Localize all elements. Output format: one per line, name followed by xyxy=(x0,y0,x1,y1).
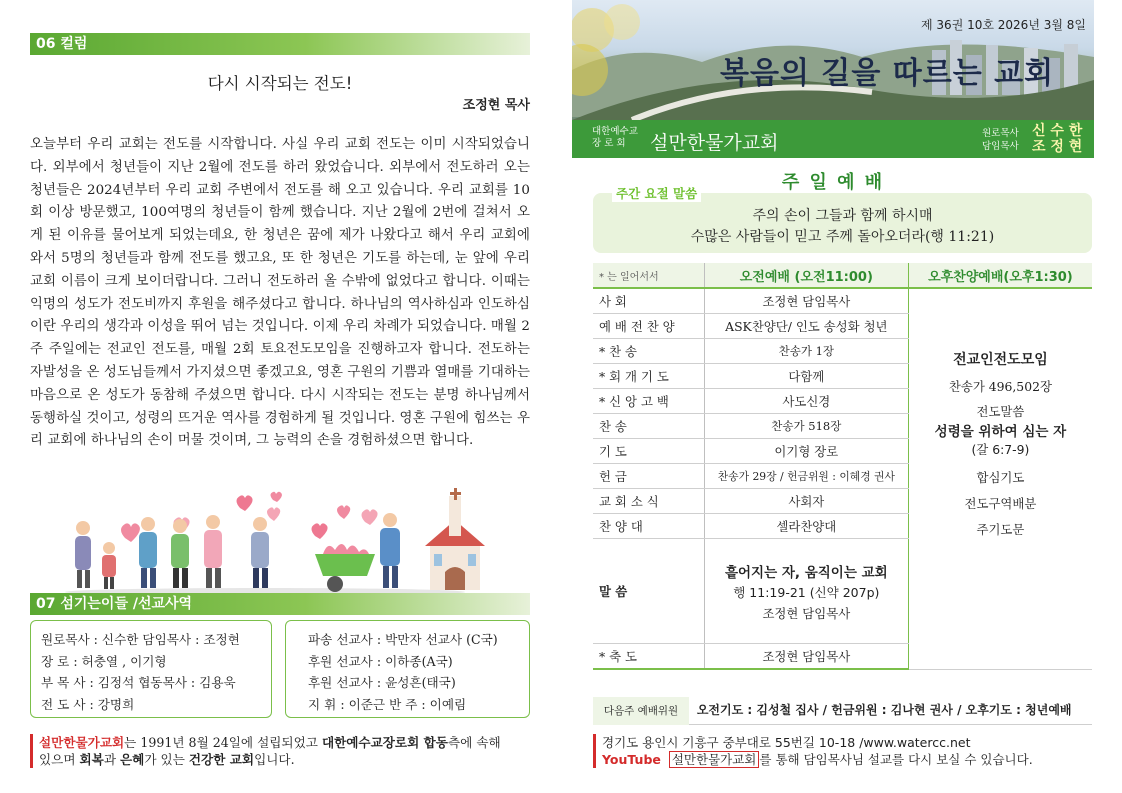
column-body: 오늘부터 우리 교회는 전도를 시작합니다. 사실 우리 교회 전도는 이미 시작되었습니다. 외부에서 청년들이 지난 2월에 전도를 하러 왔었습니다. 외부에서 전도하러 오는 청년들은 2024년부터 우리 교회 주변에서 전도를 해 오고 있습니다. 우리 교회를 10회 이상 방문했고, 100여명의 청년들이 함께 했습니다. 지난 2월에 2번에 걸쳐서 오게 된 이유를 물어보게 되었는데요, 한 청년은 꿈에 제가 나왔다고 해서 우리 교회에 와서 5명의 청년들과 함께 전도를 했고요, 또 한 청년은 기도를 하는데, 눈 앞에 우리 교회 이름이 크게 보이더랍니다. 그러니 전도하러 올 수밖에 없었다고 합니다. 이때는 익명의 성도가 전도비까지 후원을 해주셨다고 합니다. 하나님의 역사하심과 인도하심이란 우리의 생각과 이성을 뛰어 넘는 것입니다. 이제 우리 차례가 되었습니다. 매월 2주 주일에는 전교인 전도를, 매월 2회 토요전도모임을 진행하고자 합니다. 전도하는 자발성을 온 성도님들께서 가지셨으면 좋겠고요, 영혼 구원의 기쁨과 열매를 기대하는 마음으로 온 성도가 동참해 주셨으면 합니다. 다시 시작되는 전도는 분명 하나님께서 동행하실 것이고, 성령의 뜨거운 역사를 경험하게 될 것입니다. 영혼 구원에 힘쓰는 우리 교회에 하나님의 손이 머물 것이며, 그 능력의 손을 경험하셨으면 합니다. xyxy=(30,137,530,449)
order-label: 헌 금 xyxy=(593,464,704,489)
denomination-line: 장 로 회 xyxy=(592,138,626,149)
pastor-title: 담임목사 xyxy=(982,141,1019,152)
afternoon-ref: (갈 6:7-9) xyxy=(971,442,1030,458)
staff-line: 전 도 사 : 강명희 xyxy=(41,696,135,712)
order-label: 찬 송 xyxy=(593,414,704,439)
order-label: 예 배 전 찬 양 xyxy=(593,314,704,339)
afternoon-title: 전교인전도모임 xyxy=(953,352,1048,369)
sermon-preacher: 조정현 담임목사 xyxy=(762,605,851,621)
address-text: 경기도 용인시 기흥구 중부대로 55번길 10-18 /www.watercc.net xyxy=(602,735,971,750)
column-title: 다시 시작되는 전도! xyxy=(207,74,353,93)
issue-info: 제 36권 10호 2026년 3월 8일 xyxy=(921,18,1086,32)
intro-text: 는 1991년 8월 24일에 설립되었고 xyxy=(124,735,322,750)
order-label: * 찬 송 xyxy=(593,339,704,364)
order-label: 사 회 xyxy=(593,288,704,314)
stand-note: * 는 일어서서 xyxy=(593,263,704,288)
next-week-value: 오전기도 : 김성철 집사 / 헌금위원 : 김나현 권사 / 오후기도 : 청년예배 xyxy=(696,703,1072,717)
order-label: 교 회 소 식 xyxy=(593,489,704,514)
denomination-text: 대한예수교장로회 합동 xyxy=(321,735,448,750)
intro-bold: 회복 xyxy=(79,752,104,767)
mission-line: 지 휘 : 이준근 반 주 : 이예림 xyxy=(308,696,467,712)
banner xyxy=(572,0,1094,120)
worship-order-table xyxy=(593,263,1092,670)
afternoon-prayer: 합심기도 xyxy=(976,470,1025,486)
staff-box xyxy=(30,620,272,718)
sunday-service-title: 주 일 예 배 xyxy=(781,172,885,193)
pastor-names xyxy=(1032,123,1082,155)
sermon-title: 흩어지는 자, 움직이는 교회 xyxy=(724,564,888,581)
pastor-titles xyxy=(982,127,1019,153)
intro-text: 있으며 xyxy=(39,752,80,767)
youtube-logo: YouTube xyxy=(602,752,661,767)
pastor-name: 신 수 한 xyxy=(1032,123,1083,139)
morning-service-header: 오전예배 (오전11:00) xyxy=(704,263,908,288)
order-label: 기 도 xyxy=(593,439,704,464)
contact-info xyxy=(593,734,1092,768)
verse-line: 주의 손이 그들과 함께 하시매 xyxy=(752,208,933,224)
afternoon-program xyxy=(908,288,1092,669)
church-name-highlight: 설만한물가교회 xyxy=(39,735,125,750)
next-week-label: 다음주 예배위원 xyxy=(593,697,689,725)
sermon-cell xyxy=(704,539,908,644)
pastor-name: 조 정 현 xyxy=(1032,139,1083,155)
weekly-verse-tag: 주간 요절 말씀 xyxy=(612,184,701,202)
missions-box xyxy=(285,620,530,718)
column-section-label: 06 컬럼 xyxy=(36,36,88,52)
staff-line: 부 목 사 : 김정석 협동목사 : 김용욱 xyxy=(41,675,236,690)
intro-text: 측에 속해 xyxy=(447,735,501,750)
order-value: 찬송가 518장 xyxy=(704,414,908,439)
church-info-bar xyxy=(572,120,1094,158)
youtube-text: 를 통해 담임목사님 설교를 다시 보실 수 있습니다. xyxy=(759,752,1033,767)
staff-section-label: 07 섬기는이들 /선교사역 xyxy=(36,596,193,612)
order-value: 사도신경 xyxy=(704,389,908,414)
order-value: 이기형 장로 xyxy=(704,439,908,464)
afternoon-sermon: 성령을 위하여 심는 자 xyxy=(934,424,1067,441)
order-value: 조정현 담임목사 xyxy=(704,644,908,670)
order-label: 찬 양 대 xyxy=(593,514,704,539)
order-value: 다함께 xyxy=(704,364,908,389)
weekly-verse-box xyxy=(593,193,1092,253)
mission-line: 파송 선교사 : 박만자 선교사 (C국) xyxy=(308,632,498,647)
intro-text: 과 xyxy=(103,752,121,767)
sermon-reference: 행 11:19-21 (신약 207p) xyxy=(733,584,880,600)
afternoon-lords-prayer: 주기도문 xyxy=(976,522,1025,538)
denomination-line: 대한예수교 xyxy=(592,126,638,137)
church-name: 설만한물가교회 xyxy=(650,132,779,154)
order-value: 찬송가 1장 xyxy=(704,339,908,364)
denomination-label xyxy=(592,126,638,150)
verse-line: 수많은 사람들이 믿고 주께 돌아오더라(행 11:21) xyxy=(690,229,995,245)
staff-line: 원로목사 : 신수한 담임목사 : 조정현 xyxy=(41,632,240,647)
banner-title: 복음의 길을 따르는 교회 xyxy=(720,56,1055,91)
staff-section-header xyxy=(30,593,530,615)
church-intro xyxy=(30,734,530,768)
evangelism-illustration xyxy=(65,488,485,596)
order-value: 사회자 xyxy=(704,489,908,514)
column-section-header xyxy=(30,33,530,55)
intro-bold: 은혜 xyxy=(120,752,145,767)
order-value: ASK찬양단/ 인도 송성화 청년 xyxy=(704,314,908,339)
sermon-label: 말 씀 xyxy=(593,539,704,644)
afternoon-service-header: 오후찬양예배(오후1:30) xyxy=(908,263,1092,288)
column-author: 조정현 목사 xyxy=(462,98,530,113)
afternoon-hymn: 찬송가 496,502장 xyxy=(948,379,1052,395)
afternoon-word: 전도말씀 xyxy=(976,404,1025,420)
order-label: * 신 앙 고 백 xyxy=(593,389,704,414)
order-label: * 축 도 xyxy=(593,644,704,670)
order-label: * 회 개 기 도 xyxy=(593,364,704,389)
intro-text: 입니다. xyxy=(254,752,295,767)
youtube-channel-link[interactable]: 설만한물가교회 xyxy=(669,751,760,768)
intro-text: 가 있는 xyxy=(144,752,189,767)
mission-line: 후원 선교사 : 윤성흔(태국) xyxy=(308,675,456,690)
intro-bold: 건강한 교회 xyxy=(188,752,255,767)
staff-line: 장 로 : 허충열 , 이기형 xyxy=(41,653,167,669)
mission-line: 후원 선교사 : 이하종(A국) xyxy=(308,653,453,669)
next-week-servers xyxy=(593,696,1092,725)
order-value: 조정현 담임목사 xyxy=(704,288,908,314)
afternoon-distribution: 전도구역배분 xyxy=(964,496,1037,512)
order-value: 찬송가 29장 / 헌금위원 : 이혜경 권사 xyxy=(704,464,908,489)
pastor-title: 원로목사 xyxy=(982,128,1019,139)
order-value: 셀라찬양대 xyxy=(704,514,908,539)
